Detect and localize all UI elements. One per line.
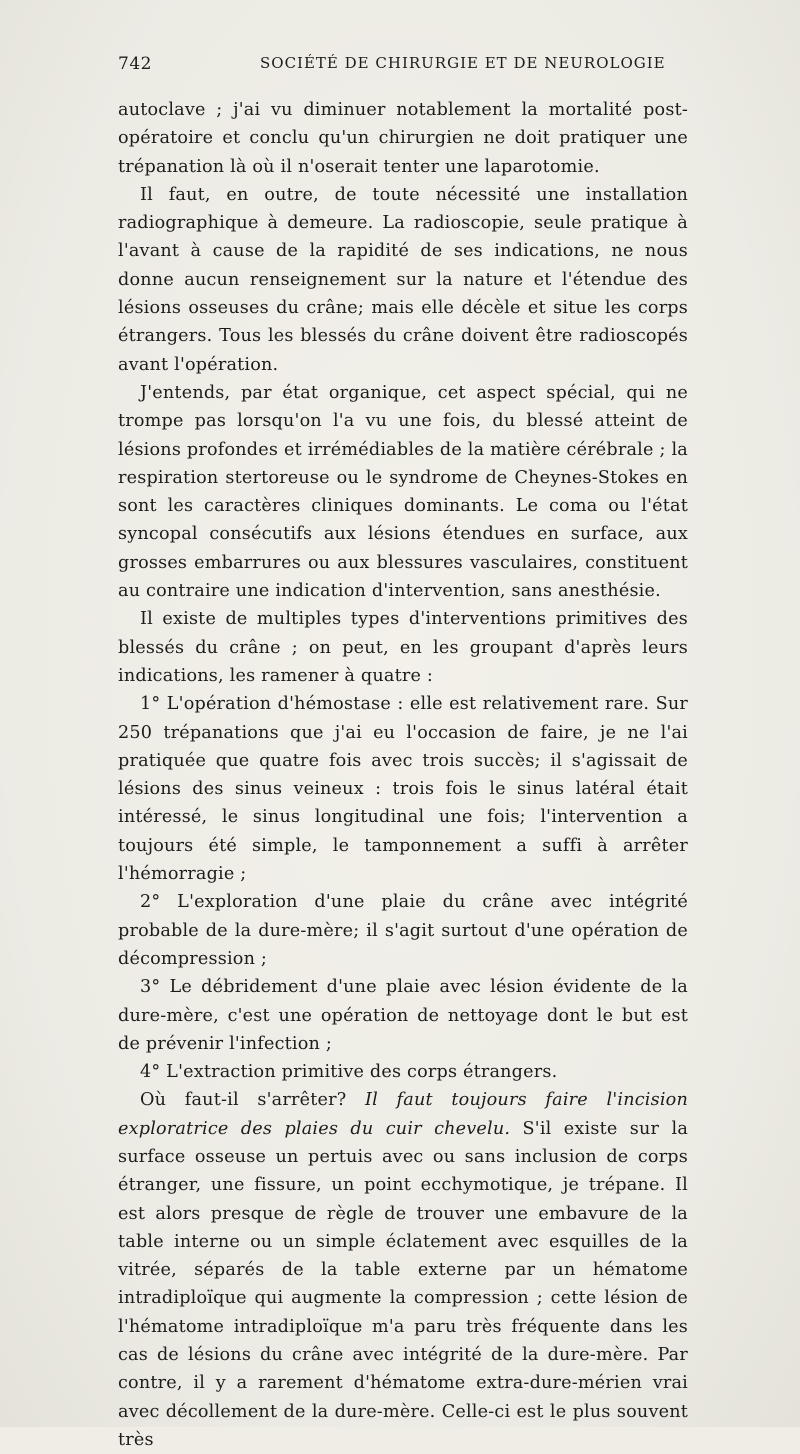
paragraph: autoclave ; j'ai vu diminuer notablement la mortalité post-opératoire et conclu qu'un chirurgien ne doit pratiquer une trépanation là où il n'oserait tenter une laparotomie. [118,100,688,177]
paragraph-segment: Où faut-il s'arrêter? [140,1090,365,1111]
paragraph-italic-segment: Il faut toujours faire l'incision exploratrice des plaies du cuir chevelu. [118,1090,688,1139]
paragraph: 3° Le débridement d'une plaie avec lésion évidente de la dure-mère, c'est une opération de nettoyage dont le but est de prévenir l'infection ; [118,977,688,1054]
page-header [118,54,688,84]
paragraph [118,1086,688,1454]
paragraph: 2° L'exploration d'une plaie du crâne avec intégrité probable de la dure-mère; il s'agit surtout d'une opération de décompression ; [118,892,688,969]
page-number: 742 [118,54,152,74]
paragraph: 1° L'opération d'hémostase : elle est relativement rare. Sur 250 trépanations que j'ai eu l'occasion de faire, je ne l'ai pratiquée que quatre fois avec trois succès; il s'agissait de lésions des sinus veineux : trois fois le sinus latéral était intéressé, le sinus longitudinal une fois; l'intervention a toujours été simple, le tamponnement a suffi à arrêter l'hémorragie ; [118,694,688,885]
running-title: SOCIÉTÉ DE CHIRURGIE ET DE NEUROLOGIE [260,54,666,72]
paragraph: J'entends, par état organique, cet aspect spécial, qui ne trompe pas lorsqu'on l'a vu une fois, du blessé atteint de lésions profondes et irrémédiables de la matière cérébrale ; la respiration stertoreuse ou le syndrome de Cheynes-Stokes en sont les caractères cliniques dominants. Le coma ou l'état syncopal consécutifs aux lésions étendues en surface, aux grosses embarrures ou aux blessures vasculaires, constituent au contraire une indication d'intervention, sans anesthésie. [118,382,688,602]
body-text [118,96,688,1454]
paragraph: 4° L'extraction primitive des corps étrangers. [140,1062,558,1083]
paragraph: Il faut, en outre, de toute nécessité une installation radiographique à demeure. La radioscopie, seule pratique à l'avant à cause de la rapidité de ses indications, ne nous donne aucun renseignement sur la nature et l'étendue des lésions osseuses du crâne; mais elle décèle et situe les corps étrangers. Tous les blessés du crâne doivent être radioscopés avant l'opération. [118,184,688,375]
paragraph-segment: S'il existe sur la surface osseuse un pertuis avec ou sans inclusion de corps étranger, une fissure, un point ecchymotique, je trépane. Il est alors presque de règle de trouver une embavure de la table interne ou un simple éclatement avec esquilles de la vitrée, séparés de la table externe par un hématome intradiploïque qui augmente la compression ; cette lésion de l'hématome intradiploïque m'a paru très fréquente dans les cas de lésions du crâne avec intégrité de la dure-mère. Par contre, il y a rarement d'hématome extra-dure-mérien vrai avec décollement de la dure-mère. Celle-ci est le plus souvent très [118,1118,689,1450]
paragraph: Il existe de multiples types d'interventions primitives des blessés du crâne ; on peut, en les groupant d'après leurs indications, les ramener à quatre : [118,609,688,686]
